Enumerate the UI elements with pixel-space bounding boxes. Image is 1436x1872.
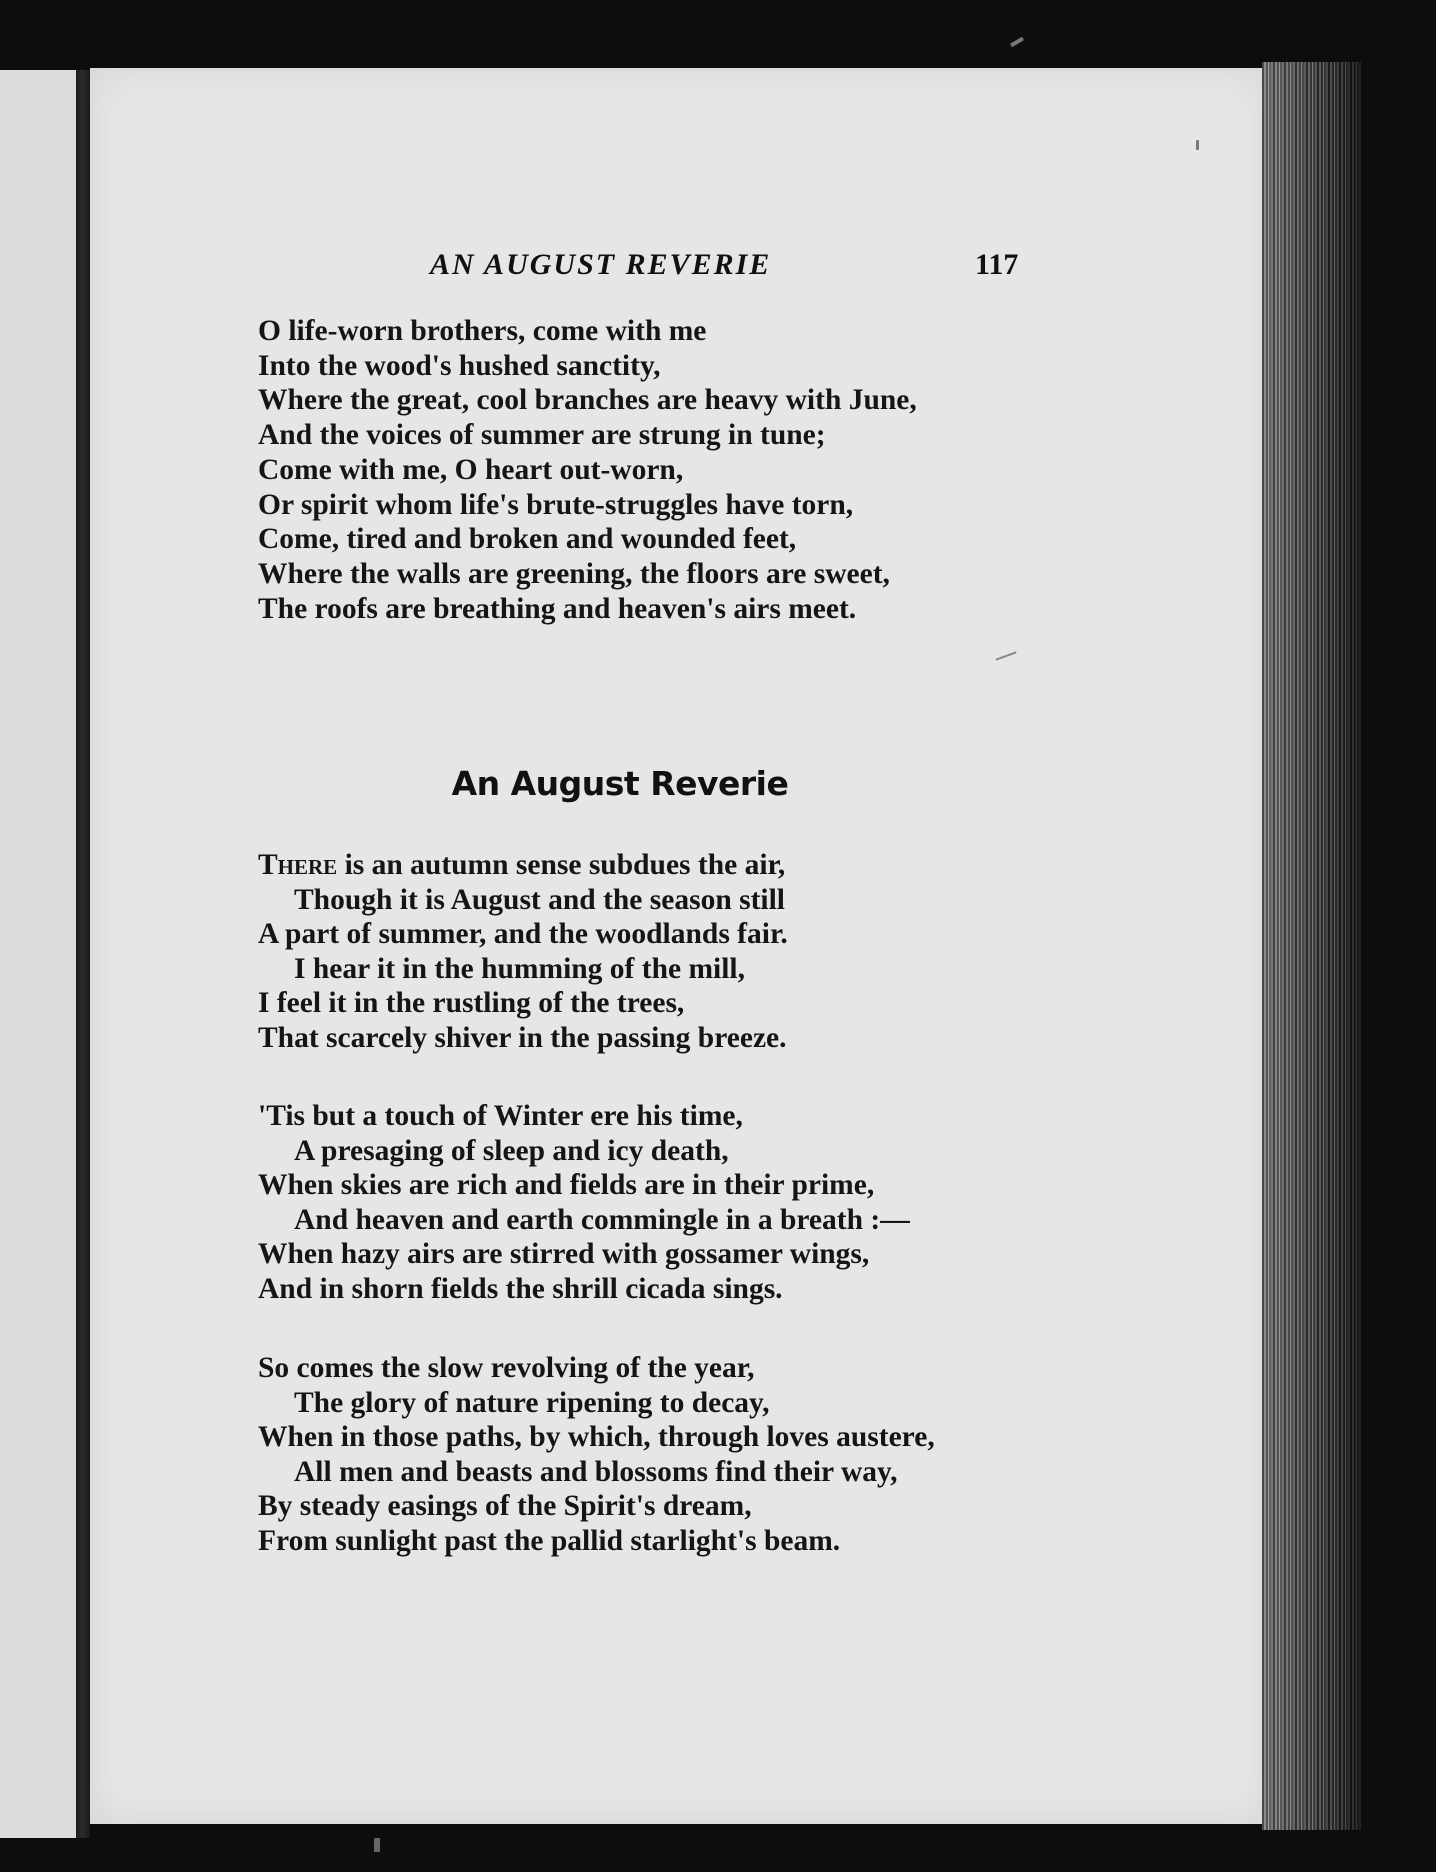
running-head: AN AUGUST REVERIE — [430, 248, 772, 281]
verse-line: Into the wood's hushed sanctity, — [258, 349, 661, 382]
verse-line: By steady easings of the Spirit's dream, — [258, 1490, 752, 1523]
poem-stanza-3 — [258, 1351, 935, 1559]
scan-speck — [374, 1838, 380, 1852]
verse-line: Come, tired and broken and wounded feet, — [258, 523, 797, 556]
verse-line: All men and beasts and blossoms find their way, — [294, 1455, 898, 1488]
verse-line: A presaging of sleep and icy death, — [294, 1134, 729, 1167]
verse-line: I hear it in the humming of the mill, — [294, 952, 745, 985]
verse-line: That scarcely shiver in the passing breeze. — [258, 1021, 787, 1054]
verse-line — [258, 848, 788, 883]
verse-line: And in shorn fields the shrill cicada sings. — [258, 1272, 783, 1305]
verse-line: Where the walls are greening, the floors are sweet, — [258, 557, 890, 590]
verse-line: O life-worn brothers, come with me — [258, 315, 707, 347]
verse-line: The glory of nature ripening to decay, — [294, 1386, 770, 1419]
verse-line: Come with me, O heart out-worn, — [258, 453, 684, 486]
verse-line: And heaven and earth commingle in a breath :— — [294, 1203, 910, 1236]
verse-line: From sunlight past the pallid starlight's beam. — [258, 1524, 841, 1557]
book-gutter — [76, 70, 90, 1838]
verse-line: The roofs are breathing and heaven's airs meet. — [258, 592, 857, 625]
page-edges-shadow — [1262, 62, 1362, 1830]
verse-line-rest: is an autumn sense subdues the air, — [337, 849, 786, 881]
scan-speck — [1010, 37, 1024, 47]
page-number: 117 — [975, 248, 1019, 281]
poem-stanza-2 — [258, 1099, 910, 1307]
verse-line: When skies are rich and fields are in their prime, — [258, 1169, 875, 1202]
verse-line: A part of summer, and the woodlands fair. — [258, 918, 788, 951]
verse-line: Though it is August and the season still — [294, 883, 785, 916]
scan-speck — [1196, 140, 1199, 150]
first-word: There — [258, 849, 338, 881]
verse-line: 'Tis but a touch of Winter ere his time, — [258, 1100, 743, 1132]
verse-line: So comes the slow revolving of the year, — [258, 1352, 755, 1384]
verse-line: And the voices of summer are strung in tune; — [258, 419, 826, 452]
verse-line: When hazy airs are stirred with gossamer wings, — [258, 1238, 870, 1271]
poem-title: An August Reverie — [451, 764, 789, 803]
verse-line: Where the great, cool branches are heavy with June, — [258, 384, 917, 417]
verse-line: I feel it in the rustling of the trees, — [258, 987, 685, 1020]
facing-page-edge — [0, 70, 78, 1838]
poem-stanza-1 — [258, 848, 788, 1056]
opening-stanza — [258, 314, 917, 626]
verse-line: When in those paths, by which, through loves austere, — [258, 1421, 935, 1454]
verse-line: Or spirit whom life's brute-struggles have torn, — [258, 488, 854, 521]
